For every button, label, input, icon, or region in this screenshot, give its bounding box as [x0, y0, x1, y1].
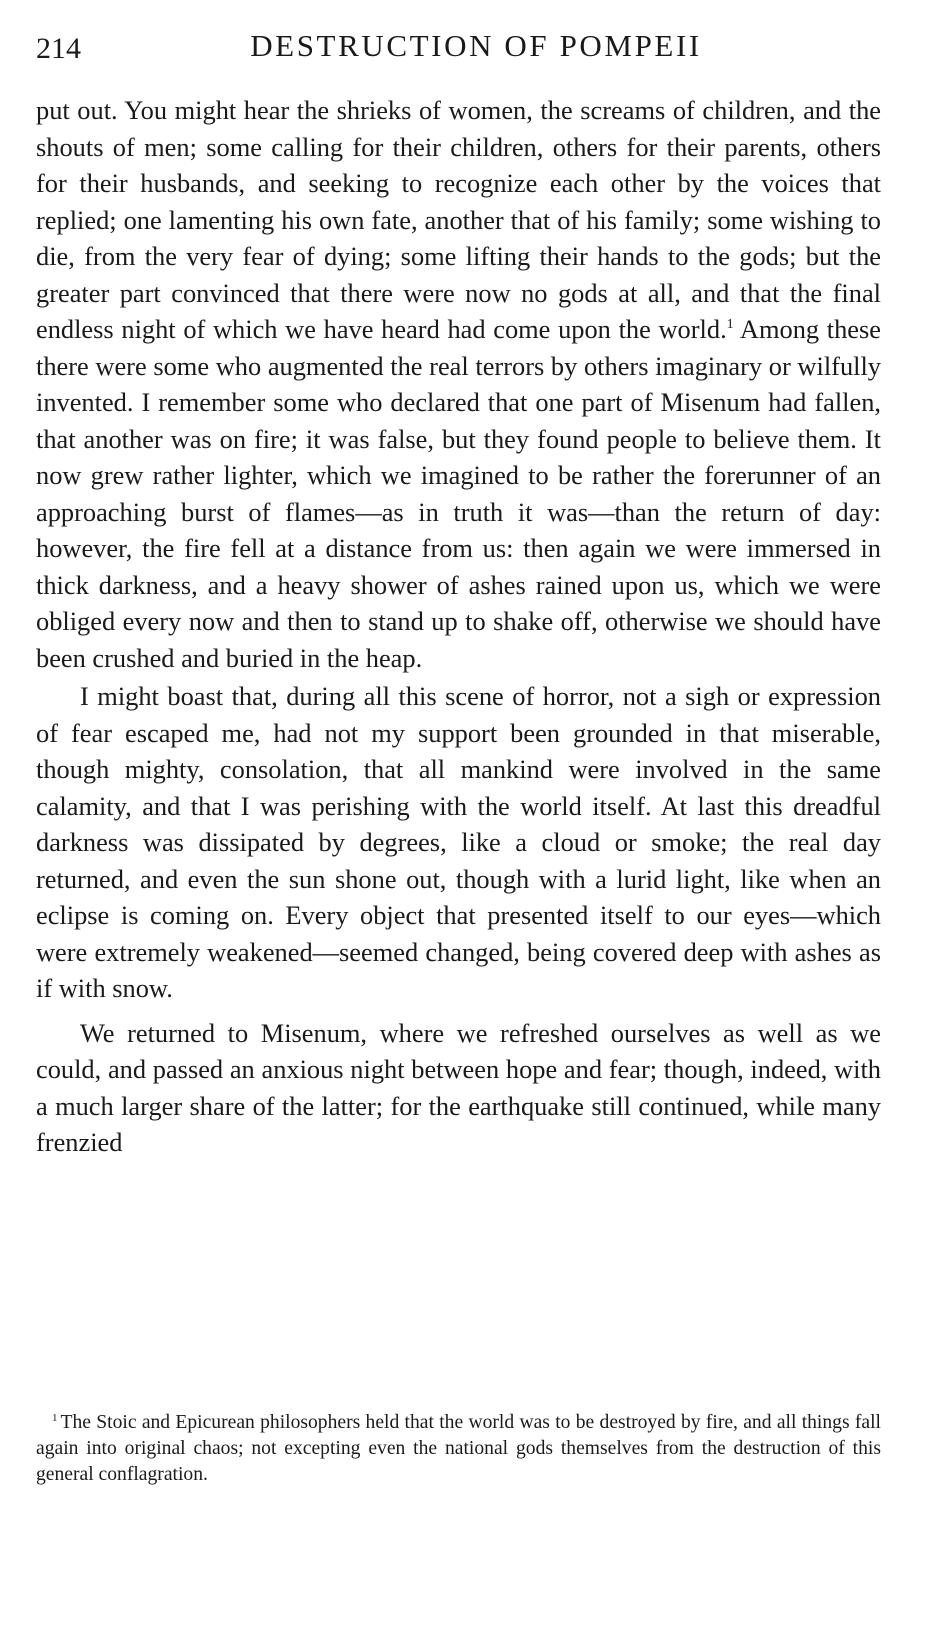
paragraph-3: We returned to Misenum, where we refreshed ourselves as well as we could, and passed an anxious night between hope and fear; though, indeed, with a much larger share of the latter; for the earthquake still continued, while many frenzied [36, 1017, 881, 1157]
paragraph-1 [36, 92, 881, 676]
paragraph-1-text-a: put out. You might hear the shrieks of women, the screams of children, and the shouts of men; some calling for their children, others for their parents, others for their husbands, and seeking to recognize each other by the voices that replied; one lamenting his own fate, another that of his family; some wishing to die, from the very fear of dying; some lifting their hands to the gods; but the greater part convinced that there were now no gods at all, and that the final endless night of which we have heard had come upon the world. [36, 95, 881, 344]
page-number: 214 [36, 32, 81, 65]
footnote-text: The Stoic and Epicurean philosophers held that the world was to be destroyed by fire, and all things fall again into original chaos; not excepting even the national gods themselves from the destruction of this general conflagration. [36, 1412, 881, 1485]
footnote-reference: 1 [726, 317, 734, 332]
paragraph-2: I might boast that, during all this scene of horror, not a sigh or expression of fear escaped me, had not my support been grounded in that miserable, though mighty, consolation, that all mankind were involved in the same calamity, and that I was perishing with the world itself. At last this dreadful darkness was dissipated by degrees, like a cloud or smoke; the real day returned, and even the sun shone out, though with a lurid light, like when an eclipse is coming on. Every object that presented itself to our eyes—which were extremely weakened—seemed changed, being covered deep with ashes as if with snow. [36, 681, 881, 1003]
body-text [36, 92, 881, 1161]
page-header [36, 28, 916, 72]
footnote-marker: 1 [52, 1412, 58, 1424]
running-title: DESTRUCTION OF POMPEII [250, 28, 702, 63]
footnote [36, 1410, 881, 1487]
paragraph-1-text-b: Among these there were some who augmented the real terrors by others imaginary or wilfully invented. I remember some who declared that one part of Misenum had fallen, that another was on fire; it was false, but they found people to believe them. It now grew rather lighter, which we imagined to be rather the forerunner of an approaching burst of flames—as in truth it was—than the return of day: however, the fire fell at a distance from us: then again we were immersed in thick darkness, and a heavy shower of ashes rained upon us, which we were obliged every now and then to stand up to shake off, otherwise we should have been crushed and buried in the heap. [36, 314, 881, 673]
footnote-paragraph [36, 1410, 881, 1487]
